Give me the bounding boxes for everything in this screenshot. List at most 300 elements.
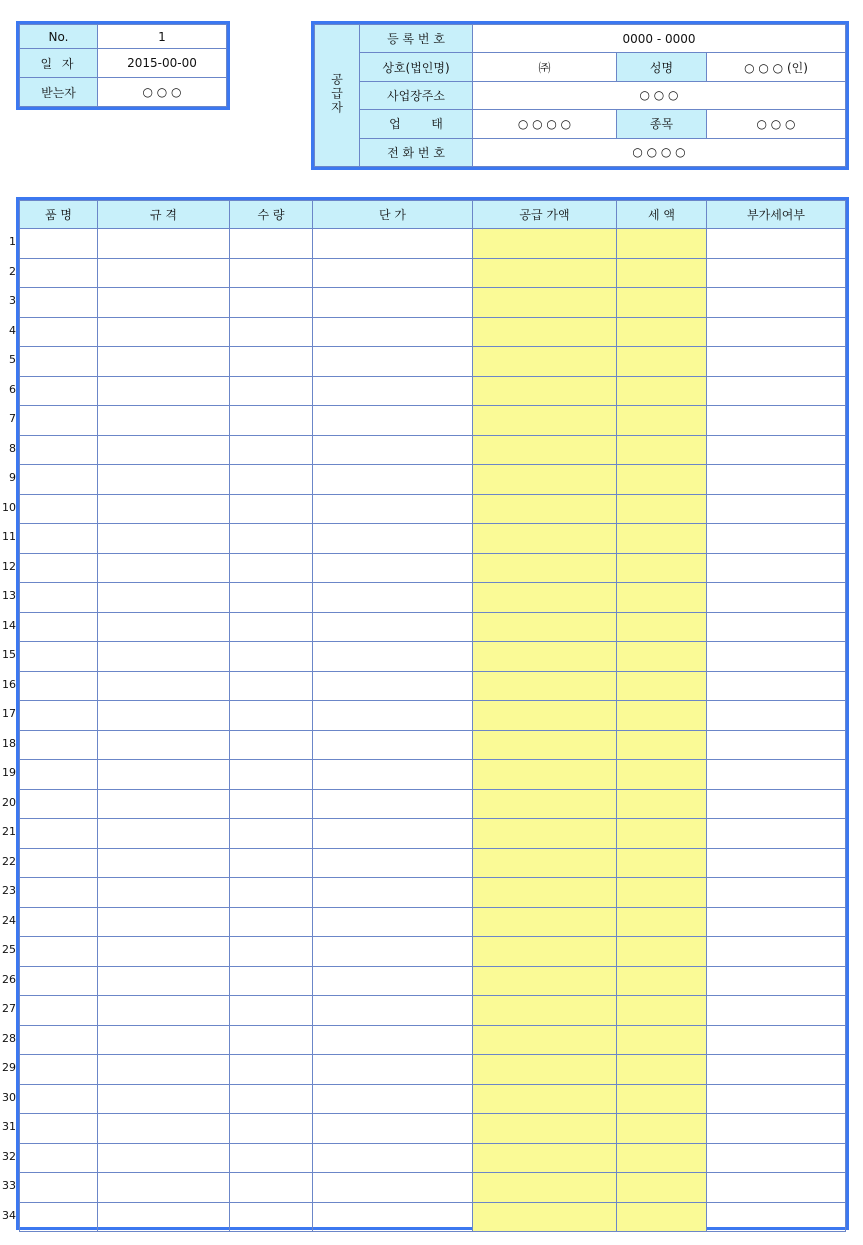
column-header: 수 량 [230,201,313,229]
table-cell[interactable] [617,730,707,760]
table-cell[interactable] [313,494,473,524]
no-value[interactable]: 1 [98,25,227,49]
row-number: 34 [2,1208,16,1222]
table-cell[interactable] [20,671,98,701]
table-cell[interactable] [98,730,230,760]
table-cell[interactable] [98,612,230,642]
table-cell[interactable] [707,524,846,554]
row-number: 24 [2,913,16,927]
table-row [20,701,846,731]
table-cell[interactable] [98,376,230,406]
table-cell[interactable] [230,524,313,554]
row-number: 27 [2,1002,16,1015]
table-cell[interactable] [707,730,846,760]
table-cell[interactable] [230,907,313,937]
table-cell[interactable] [313,1173,473,1203]
table-row [20,229,846,259]
row-number: 19 [2,766,16,779]
no-label: No. [20,25,98,49]
table-cell[interactable] [98,966,230,996]
table-cell[interactable] [617,789,707,819]
table-row [20,1143,846,1173]
table-cell[interactable] [20,789,98,819]
table-cell[interactable] [313,1114,473,1144]
table-cell[interactable] [98,760,230,790]
table-cell[interactable] [707,848,846,878]
table-cell[interactable] [230,494,313,524]
table-cell[interactable] [617,1055,707,1085]
company-value[interactable]: ㈜ [473,53,617,81]
table-cell[interactable] [230,1055,313,1085]
table-cell[interactable] [617,1025,707,1055]
row-number: 13 [2,589,16,602]
table-cell[interactable] [617,671,707,701]
table-cell[interactable] [617,878,707,908]
table-cell[interactable] [98,789,230,819]
table-cell[interactable] [20,1084,98,1114]
table-cell[interactable] [707,907,846,937]
table-cell[interactable] [313,406,473,436]
table-cell[interactable] [707,1025,846,1055]
table-cell[interactable] [313,612,473,642]
table-cell[interactable] [707,937,846,967]
table-cell[interactable] [707,966,846,996]
table-cell[interactable] [617,583,707,613]
table-row [20,1173,846,1203]
table-cell[interactable] [473,848,617,878]
table-cell[interactable] [617,317,707,347]
table-cell[interactable] [617,553,707,583]
table-cell[interactable] [230,701,313,731]
table-cell[interactable] [98,878,230,908]
table-cell[interactable] [313,524,473,554]
table-cell[interactable] [98,1025,230,1055]
table-cell[interactable] [230,229,313,259]
table-cell[interactable] [707,1143,846,1173]
table-cell[interactable] [617,1114,707,1144]
table-cell[interactable] [20,966,98,996]
table-cell[interactable] [313,435,473,465]
table-cell[interactable] [98,435,230,465]
supplier-table [314,24,846,167]
table-row [20,1202,846,1232]
table-cell[interactable] [313,878,473,908]
table-cell[interactable] [230,1143,313,1173]
table-cell[interactable] [707,612,846,642]
table-cell[interactable] [707,258,846,288]
table-cell[interactable] [20,1055,98,1085]
table-cell[interactable] [98,229,230,259]
table-cell[interactable] [617,1143,707,1173]
table-cell[interactable] [617,524,707,554]
table-cell[interactable] [473,937,617,967]
table-cell[interactable] [20,494,98,524]
table-cell[interactable] [98,671,230,701]
table-cell[interactable] [617,406,707,436]
table-cell[interactable] [230,317,313,347]
table-cell[interactable] [313,996,473,1026]
table-cell[interactable] [707,789,846,819]
table-cell[interactable] [313,907,473,937]
table-row [20,553,846,583]
table-cell[interactable] [473,760,617,790]
table-cell[interactable] [98,317,230,347]
table-row [20,760,846,790]
row-number: 11 [2,530,16,543]
table-cell[interactable] [617,229,707,259]
table-cell[interactable] [313,642,473,672]
table-cell[interactable] [707,1114,846,1144]
table-cell[interactable] [230,583,313,613]
table-cell[interactable] [473,317,617,347]
table-cell[interactable] [707,1173,846,1203]
table-cell[interactable] [707,819,846,849]
table-cell[interactable] [98,937,230,967]
table-cell[interactable] [473,553,617,583]
supplier-side-label [315,25,360,167]
table-cell[interactable] [230,347,313,377]
table-cell[interactable] [230,996,313,1026]
table-cell[interactable] [707,229,846,259]
table-cell[interactable] [20,1202,98,1232]
table-cell[interactable] [20,612,98,642]
table-cell[interactable] [473,730,617,760]
table-cell[interactable] [313,376,473,406]
table-cell[interactable] [313,1202,473,1232]
column-header: 공급 가액 [473,201,617,229]
table-cell[interactable] [707,996,846,1026]
table-cell[interactable] [617,494,707,524]
table-row [20,317,846,347]
table-row [20,730,846,760]
table-cell[interactable] [98,288,230,318]
table-cell[interactable] [617,347,707,377]
table-cell[interactable] [98,642,230,672]
table-cell[interactable] [707,642,846,672]
table-cell[interactable] [230,642,313,672]
table-row [20,258,846,288]
table-cell[interactable] [473,1055,617,1085]
table-cell[interactable] [313,1055,473,1085]
table-row [20,612,846,642]
table-cell[interactable] [230,258,313,288]
table-cell[interactable] [707,435,846,465]
table-cell[interactable] [230,848,313,878]
table-cell[interactable] [230,288,313,318]
table-cell[interactable] [20,760,98,790]
row-number: 26 [2,972,16,986]
table-cell[interactable] [313,966,473,996]
table-cell[interactable] [617,1173,707,1203]
supplier-side-label-text: 공급자 [329,73,344,115]
table-cell[interactable] [313,317,473,347]
table-cell[interactable] [707,494,846,524]
table-cell[interactable] [313,701,473,731]
table-cell[interactable] [230,966,313,996]
table-cell[interactable] [20,1025,98,1055]
table-cell[interactable] [707,671,846,701]
row-number: 28 [2,1031,16,1045]
address-value[interactable]: ○ ○ ○ [473,81,846,109]
table-cell[interactable] [707,878,846,908]
table-cell[interactable] [20,524,98,554]
table-cell[interactable] [98,996,230,1026]
table-cell[interactable] [313,819,473,849]
phone-value[interactable]: ○ ○ ○ ○ [473,138,846,166]
table-cell[interactable] [473,642,617,672]
row-number: 16 [2,677,16,691]
table-cell[interactable] [473,1114,617,1144]
table-cell[interactable] [20,347,98,377]
table-cell[interactable] [617,465,707,495]
date-label: 일 자 [20,49,98,78]
table-cell[interactable] [617,258,707,288]
table-cell[interactable] [98,1084,230,1114]
column-header: 세 액 [617,201,707,229]
table-cell[interactable] [473,907,617,937]
table-cell[interactable] [20,937,98,967]
table-cell[interactable] [707,760,846,790]
table-cell[interactable] [473,966,617,996]
table-cell[interactable] [707,406,846,436]
table-cell[interactable] [313,937,473,967]
table-cell[interactable] [98,258,230,288]
table-cell[interactable] [707,583,846,613]
items-table [19,200,846,1232]
table-cell[interactable] [98,848,230,878]
table-row [20,406,846,436]
table-cell[interactable] [20,730,98,760]
table-cell[interactable] [230,435,313,465]
table-cell[interactable] [20,406,98,436]
column-header: 단 가 [313,201,473,229]
table-cell[interactable] [20,1114,98,1144]
table-cell[interactable] [617,642,707,672]
table-cell[interactable] [707,1055,846,1085]
table-cell[interactable] [230,819,313,849]
row-number: 22 [2,854,16,868]
table-cell[interactable] [230,937,313,967]
table-cell[interactable] [230,406,313,436]
date-value[interactable]: 2015-00-00 [98,49,227,78]
table-cell[interactable] [473,789,617,819]
table-cell[interactable] [313,1084,473,1114]
items-header-row [20,201,846,229]
table-cell[interactable] [707,1202,846,1232]
table-cell[interactable] [617,848,707,878]
table-cell[interactable] [20,376,98,406]
table-cell[interactable] [707,317,846,347]
table-cell[interactable] [617,435,707,465]
table-cell[interactable] [473,288,617,318]
table-cell[interactable] [473,996,617,1026]
table-cell[interactable] [617,966,707,996]
table-cell[interactable] [230,553,313,583]
table-cell[interactable] [230,465,313,495]
table-cell[interactable] [707,465,846,495]
table-cell[interactable] [98,1114,230,1144]
table-cell[interactable] [617,819,707,849]
table-cell[interactable] [707,701,846,731]
table-cell[interactable] [98,494,230,524]
table-cell[interactable] [473,347,617,377]
table-cell[interactable] [473,878,617,908]
table-cell[interactable] [707,553,846,583]
table-cell[interactable] [473,465,617,495]
table-cell[interactable] [473,819,617,849]
table-cell[interactable] [20,1173,98,1203]
table-cell[interactable] [617,996,707,1026]
table-cell[interactable] [707,376,846,406]
document-info-box [16,21,230,110]
table-cell[interactable] [20,878,98,908]
recipient-value[interactable]: ○ ○ ○ [98,78,227,107]
company-label: 상호(법인명) [360,53,473,81]
table-cell[interactable] [230,878,313,908]
table-cell[interactable] [230,1114,313,1144]
table-cell[interactable] [473,376,617,406]
table-cell[interactable] [230,1084,313,1114]
table-cell[interactable] [230,612,313,642]
table-cell[interactable] [313,671,473,701]
table-cell[interactable] [473,494,617,524]
table-cell[interactable] [230,376,313,406]
row-number: 5 [9,353,16,366]
table-cell[interactable] [313,848,473,878]
table-cell[interactable] [230,671,313,701]
table-cell[interactable] [473,229,617,259]
table-cell[interactable] [98,583,230,613]
table-cell[interactable] [313,789,473,819]
table-cell[interactable] [313,347,473,377]
table-cell[interactable] [230,1173,313,1203]
reg-no-value[interactable]: 0000 - 0000 [473,25,846,53]
table-row [20,789,846,819]
table-cell[interactable] [20,288,98,318]
row-number: 32 [2,1149,16,1163]
table-cell[interactable] [473,524,617,554]
table-cell[interactable] [473,258,617,288]
table-cell[interactable] [313,760,473,790]
table-cell[interactable] [473,1202,617,1232]
table-cell[interactable] [98,524,230,554]
table-cell[interactable] [707,347,846,377]
table-cell[interactable] [20,701,98,731]
table-cell[interactable] [313,288,473,318]
table-cell[interactable] [20,642,98,672]
table-cell[interactable] [230,1202,313,1232]
table-row [20,494,846,524]
table-cell[interactable] [98,1143,230,1173]
table-row [20,288,846,318]
table-cell[interactable] [617,612,707,642]
table-cell[interactable] [313,258,473,288]
table-cell[interactable] [617,288,707,318]
table-cell[interactable] [617,760,707,790]
table-cell[interactable] [313,583,473,613]
table-cell[interactable] [617,907,707,937]
table-row [20,524,846,554]
table-cell[interactable] [313,730,473,760]
table-cell[interactable] [617,1084,707,1114]
table-cell[interactable] [20,1143,98,1173]
table-cell[interactable] [98,1055,230,1085]
table-cell[interactable] [20,465,98,495]
table-row [20,819,846,849]
table-cell[interactable] [98,1202,230,1232]
table-cell[interactable] [617,1202,707,1232]
table-cell[interactable] [473,583,617,613]
table-cell[interactable] [617,701,707,731]
table-cell[interactable] [20,229,98,259]
table-cell[interactable] [313,553,473,583]
table-cell[interactable] [313,1143,473,1173]
name-value[interactable]: ○ ○ ○ (인) [707,53,846,81]
table-cell[interactable] [230,1025,313,1055]
table-cell[interactable] [473,671,617,701]
table-cell[interactable] [473,1173,617,1203]
table-cell[interactable] [20,907,98,937]
row-number: 29 [2,1061,16,1074]
table-cell[interactable] [473,1143,617,1173]
table-cell[interactable] [473,435,617,465]
table-cell[interactable] [20,583,98,613]
table-cell[interactable] [20,996,98,1026]
table-cell[interactable] [20,435,98,465]
row-number: 31 [2,1120,16,1133]
column-header: 부가세여부 [707,201,846,229]
business-item-value[interactable]: ○ ○ ○ [707,110,846,138]
table-cell[interactable] [20,848,98,878]
table-cell[interactable] [617,937,707,967]
recipient-label: 받는자 [20,78,98,107]
table-row [20,848,846,878]
table-cell[interactable] [473,1025,617,1055]
table-cell[interactable] [230,789,313,819]
table-cell[interactable] [20,553,98,583]
table-cell[interactable] [473,406,617,436]
table-cell[interactable] [98,465,230,495]
table-cell[interactable] [230,760,313,790]
table-cell[interactable] [313,1025,473,1055]
row-number: 18 [2,736,16,750]
table-cell[interactable] [707,288,846,318]
table-cell[interactable] [313,465,473,495]
table-cell[interactable] [98,1173,230,1203]
table-cell[interactable] [98,406,230,436]
table-cell[interactable] [20,317,98,347]
table-cell[interactable] [313,229,473,259]
table-cell[interactable] [98,907,230,937]
table-cell[interactable] [20,819,98,849]
business-type-value[interactable]: ○ ○ ○ ○ [473,110,617,138]
table-cell[interactable] [617,376,707,406]
row-number: 9 [9,471,16,484]
table-cell[interactable] [98,347,230,377]
reg-no-label: 등 록 번 호 [360,25,473,53]
table-cell[interactable] [473,1084,617,1114]
table-cell[interactable] [98,819,230,849]
table-cell[interactable] [473,612,617,642]
table-cell[interactable] [230,730,313,760]
table-cell[interactable] [473,701,617,731]
table-cell[interactable] [707,1084,846,1114]
business-item-label: 종목 [617,110,707,138]
table-cell[interactable] [20,258,98,288]
document-info-table [19,24,227,107]
table-cell[interactable] [98,701,230,731]
table-cell[interactable] [98,553,230,583]
